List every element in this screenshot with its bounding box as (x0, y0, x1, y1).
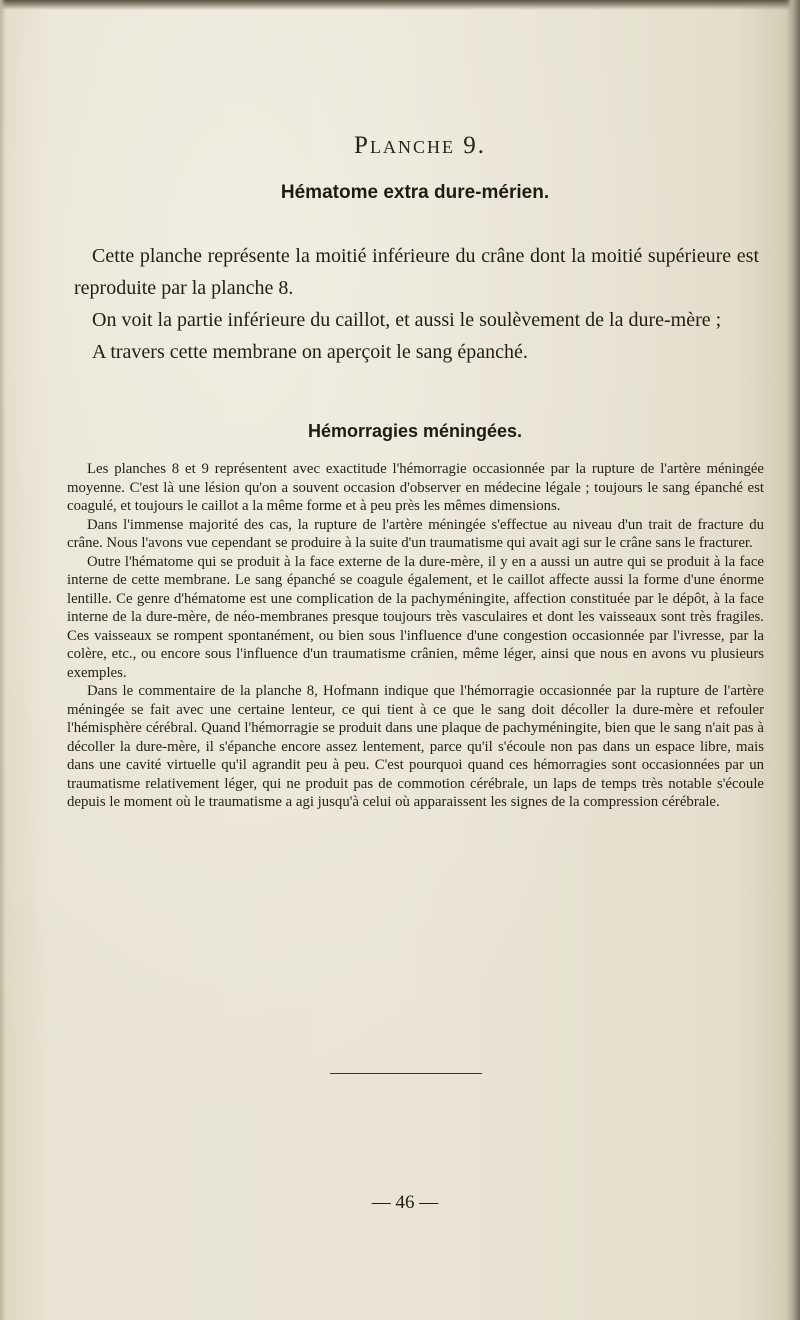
plate-description (74, 240, 759, 368)
intro-paragraph: Cette planche représente la moitié inférieure du crâne dont la moitié supérieure est reproduite par la planche 8. (74, 245, 759, 299)
section-body (67, 460, 764, 812)
section-heading: Hémorragies méningées. (307, 421, 523, 441)
section-divider (330, 1073, 482, 1074)
body-paragraph: Les planches 8 et 9 représentent avec exactitude l'hémorragie occasionnée par la rupture de l'artère méningée moyenne. C'est là une lésion qu'on a souvent occasion d'observer en médecine légale ; toujours le sang épanché est coagulé, et toujours le caillot a la même forme et à peu près les mêmes dimensions. (67, 461, 764, 514)
intro-paragraph: On voit la partie inférieure du caillot, et aussi le soulèvement de la dure-mère ; (92, 309, 722, 331)
plate-subtitle: Hématome extra dure-mérien. (280, 182, 550, 203)
page-number: — 46 — (371, 1192, 439, 1213)
page-top-edge (0, 0, 800, 10)
body-paragraph: Dans l'immense majorité des cas, la rupture de l'artère méningée s'effectue au niveau d'un trait de fracture du crâne. Nous l'avons vue cependant se produire à la suite d'un traumatisme qui avait agi sur le crâne sans le fracturer. (67, 516, 764, 551)
body-paragraph: Outre l'hématome qui se produit à la face externe de la dure-mère, il y en a aussi un autre qui se produit à la face interne de cette membrane. Le sang épanché se coagule également, et le caillot affecte aussi la forme d'une énorme lentille. Ce genre d'hématome est une complication de la pachyméningite, affection constituée par le dépôt, à la face interne de la dure-mère, de néo-membranes presque toujours très vasculaires et dont les vaisseaux sont très fragiles. Ces vaisseaux se rompent spontanément, ou bien sous l'influence d'une congestion occasionnée par l'ivresse, par la colère, etc., ou encore sous l'influence d'un traumatisme crânien, même léger, ainsi que nous en avons vu plusieurs exemples. (67, 553, 764, 681)
plate-title: Planche 9. (354, 132, 486, 159)
body-paragraph: Dans le commentaire de la planche 8, Hofmann indique que l'hémorragie occasionnée par la rupture de l'artère méningée se fait avec une certaine lenteur, ce qui tient à ce que le sang doit décoller la dure-mère et refouler l'hémisphère cérébral. Quand l'hémorragie se produit dans une plaque de pachyméningite, bien que le sang n'ait pas à décoller la dure-mère, il s'épanche encore assez lentement, parce qu'il s'écoule non pas dans un espace libre, mais dans une cavité virtuelle qu'il agrandit peu à peu. C'est pourquoi quand ces hémorragies sont occasionnées par un traumatisme relativement léger, qui ne produit pas de commotion cérébrale, un laps de temps très notable s'écoule depuis le moment où le traumatisme a agi jusqu'à celui où apparaissent les signes de la compression cérébrale. (67, 683, 764, 810)
intro-paragraph: A travers cette membrane on aperçoit le sang épanché. (92, 341, 528, 363)
